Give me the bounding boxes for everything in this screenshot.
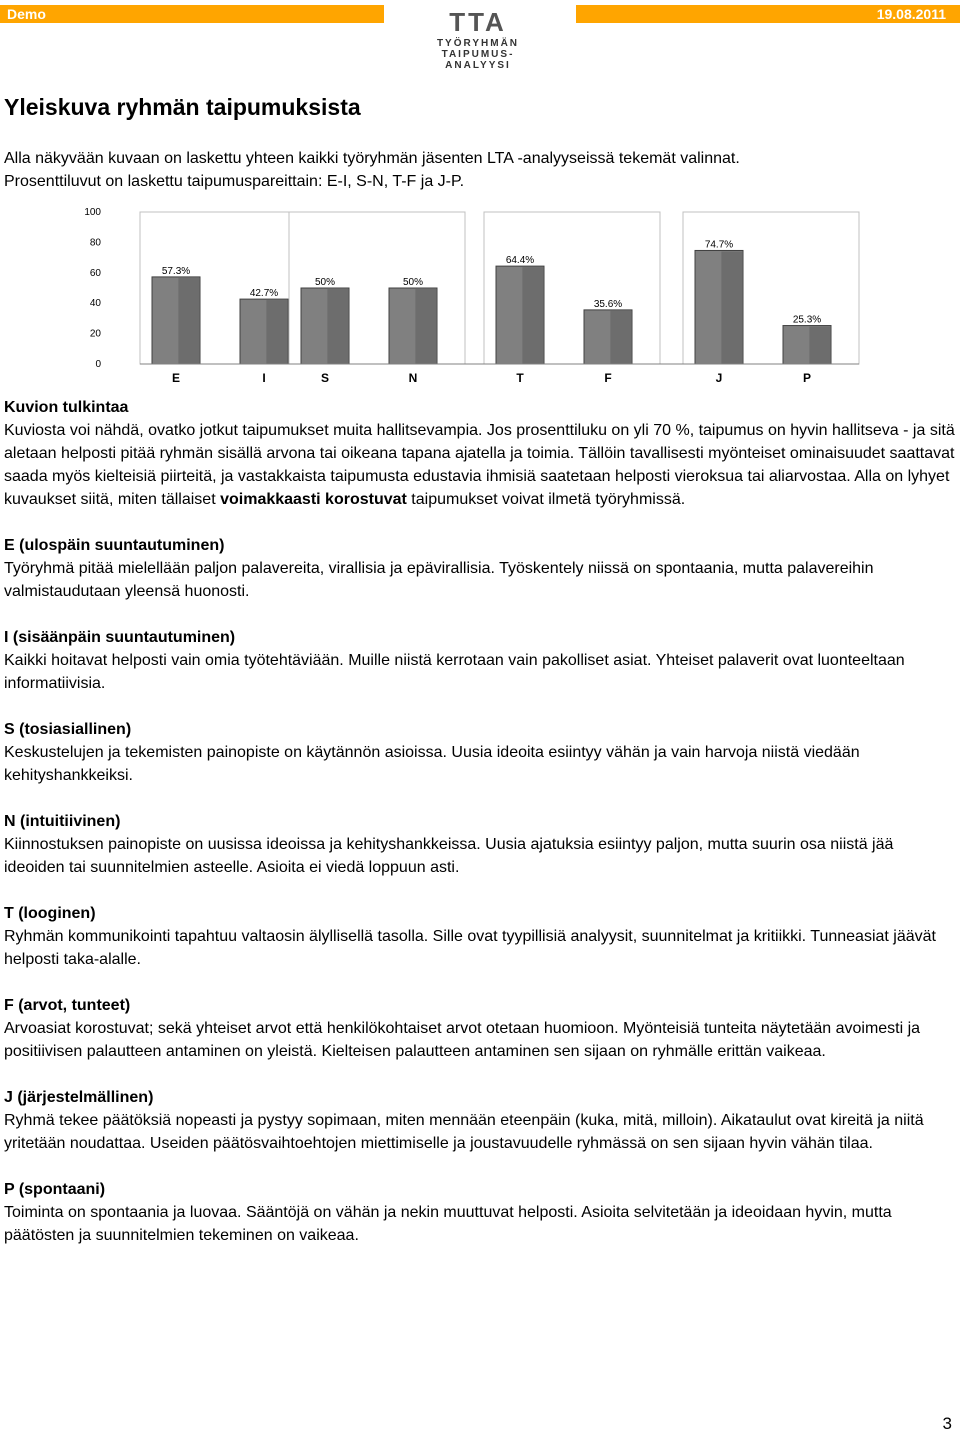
tendency-section (4, 1086, 956, 1155)
tendency-section (4, 810, 956, 879)
tendency-section-title: E (ulospäin suuntautuminen) (4, 537, 225, 554)
interpretation-text-b: taipumukset voivat ilmetä työryhmissä. (406, 491, 686, 508)
bar-data-label: 25.3% (792, 314, 822, 326)
bar-data-label: 35.6% (593, 298, 623, 310)
tendency-chart (75, 202, 865, 392)
page-title: Yleiskuva ryhmän taipumuksista (4, 94, 361, 120)
tta-logo (428, 8, 528, 71)
chart-bar-shade (721, 251, 742, 364)
x-category-label: I (262, 371, 266, 385)
bar-data-label: 64.4% (505, 255, 535, 267)
header-left-label: Demo (0, 5, 384, 23)
bar-data-label: 74.7% (704, 239, 734, 251)
tendency-section (4, 534, 956, 603)
tendency-section-text: Arvoasiat korostuvat; sekä yhteiset arvot että henkilökohtaiset arvot otetaan huomioon. Myönteisiä tunteita näytetään avoimesti ja positiivisen palautteen antaminen on yleistä. Kielteisen palautteen antaminen sen sijaan on ryhmälle erittän vaikeaa. (4, 1020, 921, 1060)
y-tick-label: 40 (89, 298, 101, 310)
bar-data-label: 50% (314, 277, 336, 288)
interpretation-section (4, 396, 956, 511)
y-tick-label: 20 (89, 328, 101, 340)
main-content (4, 396, 956, 1270)
interpretation-text (4, 419, 956, 511)
tendency-section (4, 1178, 956, 1247)
tendency-section-text: Kiinnostuksen painopiste on uusissa ideoissa ja kehityshankkeissa. Uusia ajatuksia esiintyy paljon, mutta suurin osa niistä jää ideoiden tai suunnitelmien asteelle. Asioita ei viedä loppuun asti. (4, 836, 894, 876)
logo-line-3: ANALYYSI (445, 60, 511, 71)
intro-text (4, 147, 954, 193)
tendency-section-title: N (intuitiivinen) (4, 813, 121, 830)
logo-mark-text: TTA (449, 8, 507, 36)
x-category-label: S (320, 371, 330, 385)
x-category-label: P (802, 371, 812, 385)
intro-line-1: Alla näkyvään kuvaan on laskettu yhteen kaikki työryhmän jäsenten LTA -analyyseissä tekemät valinnat. (4, 150, 740, 167)
chart-bar-shade (809, 327, 830, 364)
header-date: 19.08.2011 (576, 5, 960, 23)
tendency-section-text: Ryhmän kommunikointi tapahtuu valtaosin älyllisellä tasolla. Sille ovat tyypillisiä analyysit, suunnitelmat ja kritiikki. Tunneasiat jäävät helposti taka-alalle. (4, 928, 936, 968)
logo-line-2: TAIPUMUS- (441, 49, 515, 60)
tendency-section (4, 718, 956, 787)
page-number: 3 (942, 1414, 952, 1433)
tendency-section-title: F (arvot, tunteet) (4, 997, 131, 1014)
y-tick-label: 80 (89, 237, 101, 249)
tendency-section-title: J (järjestelmällinen) (4, 1089, 154, 1106)
tendency-section-text: Ryhmä tekee päätöksiä nopeasti ja pystyy sopimaan, miten mennään eteenpäin (kuka, mitä, milloin). Aikataulut ovat kireitä ja niitä yritetään noudattaa. Useiden päätösvaihtoehtojen miettimiselle ja joustavuudelle ryhmässä on sen sijaan hyvin vähän tilaa. (4, 1112, 924, 1152)
x-category-label: J (715, 371, 723, 385)
chart-bar-shade (610, 311, 631, 364)
interpretation-text-bold: voimakkaasti korostuvat (220, 491, 407, 508)
header-bar (0, 0, 960, 71)
chart-bar-shade (178, 278, 199, 364)
bar-data-label: 42.7% (249, 288, 279, 300)
tendency-section-title: P (spontaani) (4, 1181, 106, 1198)
tendency-section-title: T (looginen) (4, 905, 96, 922)
tendency-section (4, 994, 956, 1063)
interpretation-title: Kuvion tulkintaa (4, 399, 129, 416)
tta-logo-mark (428, 8, 528, 36)
interpretation-text-a: Kuviosta voi nähdä, ovatko jotkut taipumukset muita hallitsevampia. Jos prosenttiluku on yli 70 %, taipumus on hyvin hallitseva - ja sitä aletaan helposti pitää ryhmän sisällä arvona tai oikeana tapana ajatella ja toimia. Tällöin tavallisesti myönteiset ominaisuudet saattavat saada myös kielteisiä piirteitä, ja vastakkaista taipumusta edustavia ihmisiä saatetaan helposti vieroksua tai aliarvostaa. Alla on lyhyet kuvaukset siitä, miten tällaiset (4, 422, 955, 508)
tendency-section-text: Keskustelujen ja tekemisten painopiste on käytännön asioissa. Uusia ideoita esiintyy vähän ja vain harvoja niistä viedään kehityshankkeiksi. (4, 744, 860, 784)
chart-bar-shade (415, 289, 436, 364)
tendency-section-text: Kaikki hoitavat helposti vain omia työtehtäviään. Muille niistä kerrotaan vain pakolliset asiat. Yhteiset palaverit ovat luonteeltaan informatiivisia. (4, 652, 905, 692)
logo-line-1: TYÖRYHMÄN (436, 38, 520, 49)
tendency-chart-svg (75, 202, 865, 387)
y-tick-label: 0 (95, 359, 101, 370)
tendency-section-text: Työryhmä pitää mielellään paljon palavereita, virallisia ja epävirallisia. Työskentely niissä on spontaania, mutta palavereihin valmistaudutaan yleensä huonosti. (4, 560, 874, 600)
intro-line-2: Prosenttiluvut on laskettu taipumuspareittain: E-I, S-N, T-F ja J-P. (4, 173, 465, 190)
bar-data-label: 57.3% (161, 265, 191, 277)
chart-bar-shade (522, 267, 543, 364)
x-category-label: T (516, 371, 524, 385)
x-category-label: N (408, 371, 418, 385)
x-category-label: F (604, 371, 612, 385)
y-tick-label: 100 (84, 207, 101, 218)
tendency-section (4, 902, 956, 971)
tendency-section-title: I (sisäänpäin suuntautuminen) (4, 629, 236, 646)
tendency-section-text: Toiminta on spontaania ja luovaa. Sääntöjä on vähän ja nekin muuttuvat helposti. Asioita selvitetään ja ideoidaan hyvin, mutta päätösten ja suunnitelmien tekeminen on vaikeaa. (4, 1204, 892, 1244)
tendency-sections (4, 534, 956, 1247)
x-category-label: E (171, 371, 181, 385)
tendency-section (4, 626, 956, 695)
chart-bar-shade (266, 300, 287, 364)
tendency-section-title: S (tosiasiallinen) (4, 721, 132, 738)
chart-bar-shade (327, 289, 348, 364)
y-tick-label: 60 (89, 267, 101, 279)
bar-data-label: 50% (402, 277, 424, 288)
